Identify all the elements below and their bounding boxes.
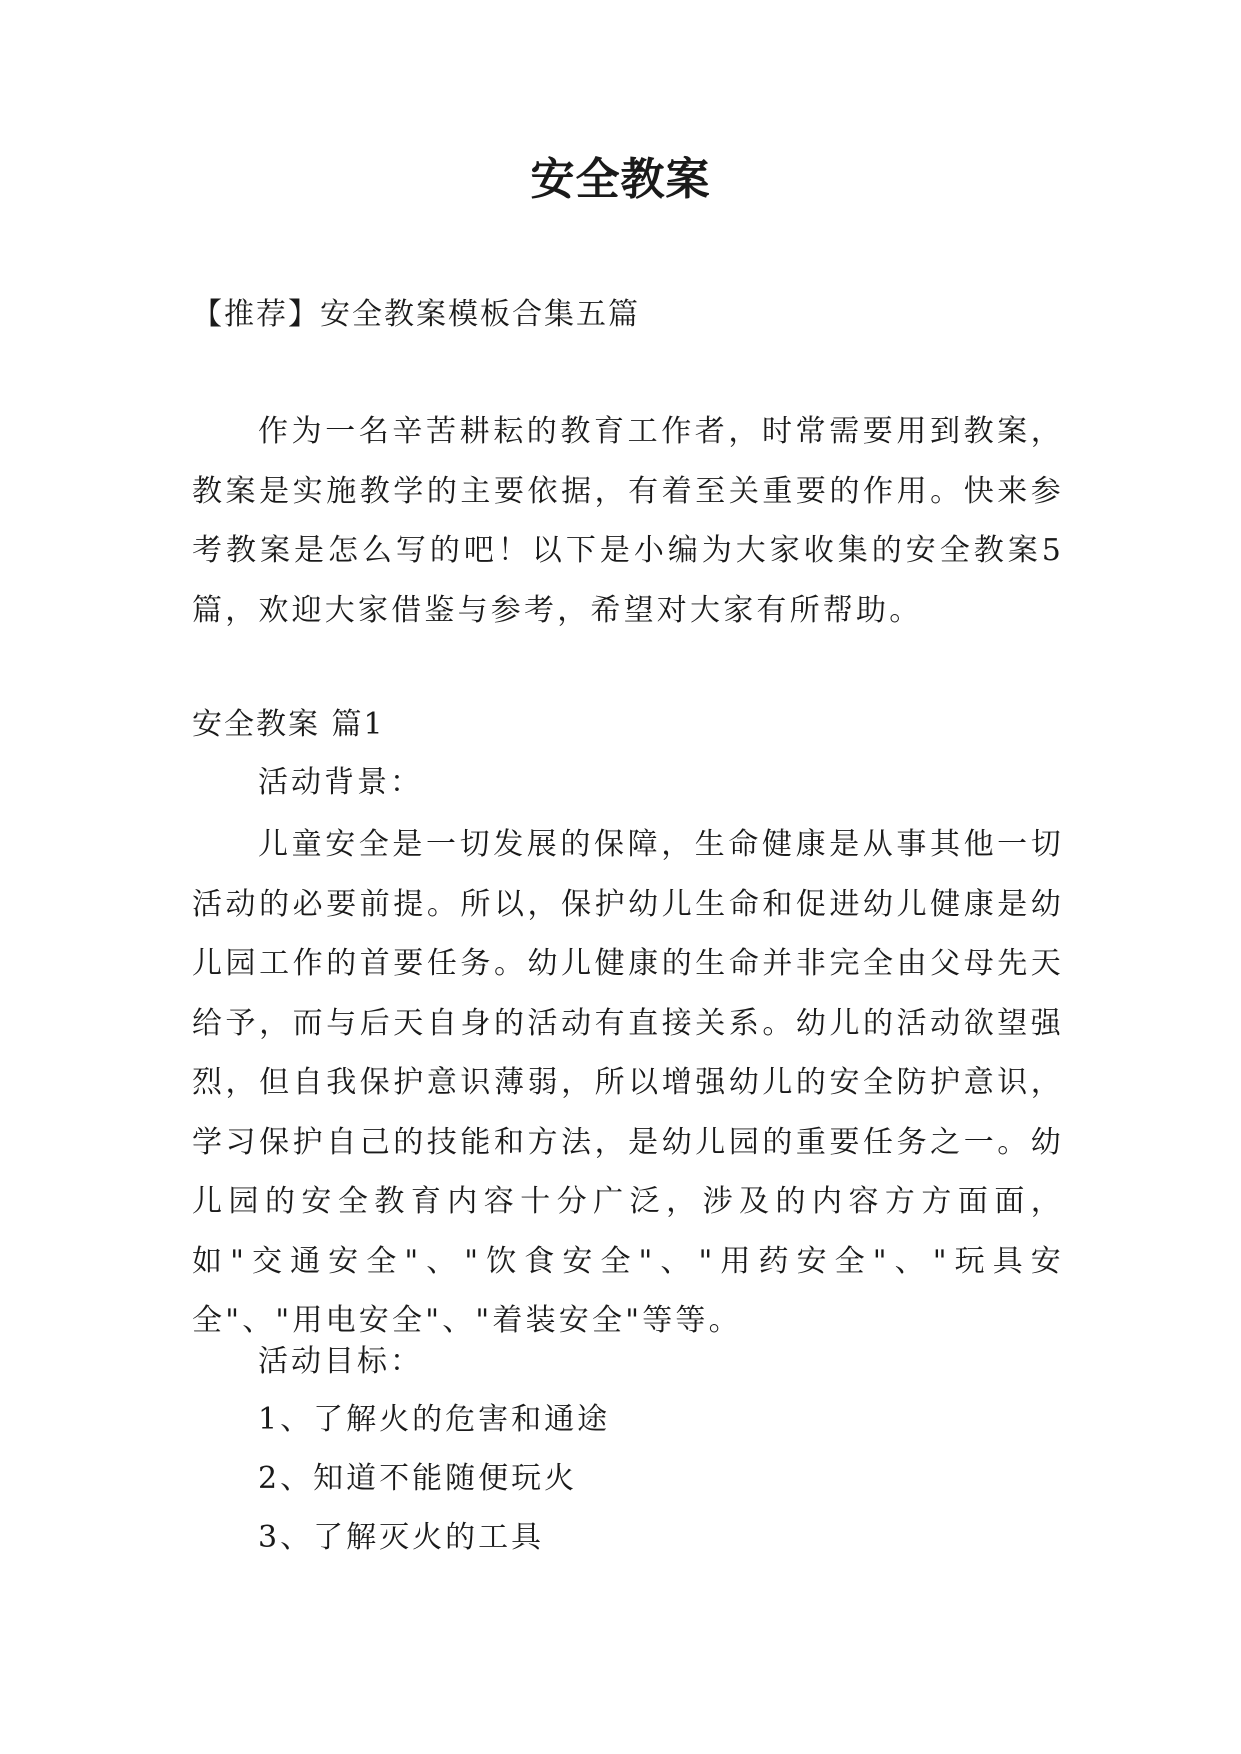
intro-paragraph: 作为一名辛苦耕耘的教育工作者，时常需要用到教案，教案是实施教学的主要依据，有着至关重要的作用。快来参考教案是怎么写的吧！以下是小编为大家收集的安全教案5篇，欢迎大家借鉴与参考，希望对大家有所帮助。 xyxy=(192,414,1064,628)
goal-item: 1、了解火的危害和通途 xyxy=(258,1402,611,1437)
background-label: 活动背景： xyxy=(258,765,423,800)
section-heading: 安全教案 篇1 xyxy=(192,707,385,742)
goal-item: 2、知道不能随便玩火 xyxy=(258,1461,578,1496)
goal-item: 3、了解灭火的工具 xyxy=(258,1520,545,1555)
background-paragraph: 儿童安全是一切发展的保障，生命健康是从事其他一切活动的必要前提。所以，保护幼儿生命和促进幼儿健康是幼儿园工作的首要任务。幼儿健康的生命并非完全由父母先天给予，而与后天自身的活动有直接关系。幼儿的活动欲望强烈，但自我保护意识薄弱，所以增强幼儿的安全防护意识，学习保护自己的技能和方法，是幼儿园的重要任务之一。幼儿园的安全教育内容十分广泛，涉及的内容方方面面，如"交通安全"、"饮食安全"、"用药安全"、"玩具安全"、"用电安全"、"着装安全"等等。 xyxy=(192,827,1064,1338)
document-subtitle: 【推荐】安全教案模板合集五篇 xyxy=(192,297,640,332)
goals-label: 活动目标： xyxy=(258,1344,423,1379)
document-title: 安全教案 xyxy=(530,154,711,205)
